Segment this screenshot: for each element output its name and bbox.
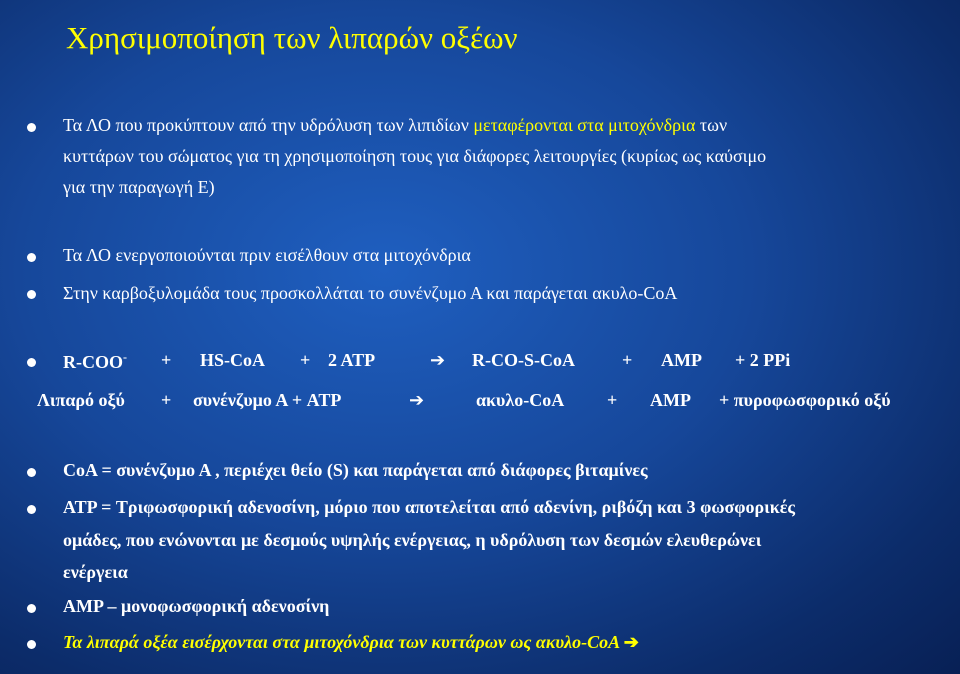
page-title: Χρησιμοποίηση των λιπαρών οξέων [66, 20, 518, 55]
equation-1-arrow-icon: ➔ [430, 350, 446, 370]
bullet-6-text: AMP – μονοφωσφορική αδενοσίνη [63, 596, 330, 616]
bullet-7-text [63, 632, 639, 653]
equation-1-reactant-3: 2 ATP [328, 350, 376, 370]
equation-1-reactant-2: HS-CoA [200, 350, 266, 370]
equation-1-plus-3: + [622, 350, 633, 370]
bullet-dot [27, 468, 36, 477]
bullet-dot [27, 604, 36, 613]
bullet-5-line-3: ενέργεια [63, 562, 128, 582]
equation-2-product-2: AMP [650, 390, 691, 410]
equation-1-product-2: AMP [661, 350, 702, 370]
bullet-dot [27, 123, 36, 132]
equation-2-reactant-1: Λιπαρό οξύ [37, 390, 125, 410]
bullet-dot [27, 640, 36, 649]
bullet-dot [27, 290, 36, 299]
bullet-1-line-3: για την παραγωγή Ε) [63, 177, 215, 197]
bullet-1-line-2: κυττάρων του σώματος για τη χρησιμοποίηση τους για διάφορες λειτουργίες (κυρίως ως καύσιμο [63, 146, 767, 166]
equation-1-reactant-1 [63, 350, 127, 373]
bullet-3-text: Στην καρβοξυλομάδα τους προσκολλάται το συνένζυμο Α και παράγεται ακυλο-CoA [63, 283, 678, 303]
equation-1-plus-1: + [161, 350, 172, 370]
bullet-1-highlight: μεταφέρονται στα μιτοχόνδρια [473, 115, 696, 135]
bullet-dot [27, 253, 36, 262]
equation-2-product-3: + πυροφωσφορικό οξύ [719, 390, 891, 410]
equation-2-plus-1: + [161, 390, 172, 410]
equation-1-charge: - [123, 350, 127, 364]
equation-2-product-1: ακυλο-CoA [476, 390, 565, 410]
bullet-7-arrow-icon: ➔ [623, 632, 639, 652]
equation-1-plus-2: + [300, 350, 311, 370]
bullet-dot [27, 505, 36, 514]
equation-1-product-3: + 2 PPi [735, 350, 791, 370]
bullet-5-line-1: ATP = Τριφωσφορική αδενοσίνη, μόριο που αποτελείται από αδενίνη, ριβόζη και 3 φωσφορικές [63, 497, 796, 517]
bullet-1-text-a: Τα ΛΟ που προκύπτουν από την υδρόλυση των λιπιδίων [63, 115, 474, 135]
bullet-dot [27, 358, 36, 367]
bullet-1-text-b: των [695, 115, 728, 135]
equation-1-product-1: R-CO-S-CoA [472, 350, 575, 370]
equation-2-plus-2: + [607, 390, 618, 410]
equation-2-reactant-2: συνένζυμο Α + ATP [193, 390, 342, 410]
bullet-2-text: Τα ΛΟ ενεργοποιούνται πριν εισέλθουν στα μιτοχόνδρια [63, 245, 471, 265]
bullet-1-line-1 [63, 115, 727, 136]
bullet-7-statement: Τα λιπαρά οξέα εισέρχονται στα μιτοχόνδρια των κυττάρων ως ακυλο-CoA [63, 632, 620, 652]
bullet-4-text: CoA = συνένζυμο Α , περιέχει θείο (S) και παράγεται από διάφορες βιταμίνες [63, 460, 648, 480]
equation-2-arrow-icon: ➔ [409, 390, 425, 410]
equation-1-r1: R-COO [63, 352, 123, 372]
bullet-5-line-2: ομάδες, που ενώνονται με δεσμούς υψηλής ενέργειας, η υδρόλυση των δεσμών ελευθερώνει [63, 530, 762, 550]
